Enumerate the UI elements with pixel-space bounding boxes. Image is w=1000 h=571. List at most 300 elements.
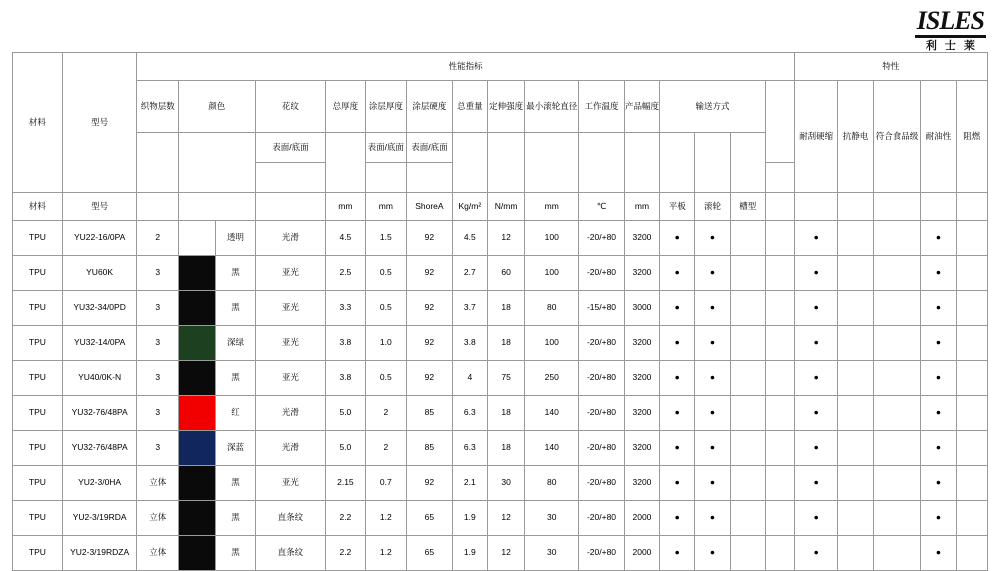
cell-coating-hardness: 85 [407, 431, 453, 466]
color-swatch [178, 256, 215, 291]
subheader-width-blank [624, 133, 659, 193]
cell-antistatic [838, 221, 873, 256]
subheader-trough-blank [730, 133, 765, 193]
cell-spacer [765, 431, 794, 466]
cell-work-temp: -20/+80 [579, 431, 625, 466]
cell-pattern: 亚光 [255, 361, 326, 396]
cell-width: 3200 [624, 466, 659, 501]
cell-oil: ● [921, 431, 956, 466]
color-swatch [178, 221, 215, 256]
header-oil-resist: 耐油性 [921, 81, 956, 193]
color-swatch [178, 501, 215, 536]
header-food-grade: 符合食品级 [873, 81, 921, 193]
cell-total-thickness: 3.3 [326, 291, 365, 326]
table-row [13, 361, 988, 396]
unit-antistatic [838, 193, 873, 221]
header-total-thickness: 总厚度 [326, 81, 365, 133]
cell-antistatic [838, 326, 873, 361]
color-swatch [178, 466, 215, 501]
header-transport: 输送方式 [660, 81, 766, 133]
cell-flame [956, 431, 987, 466]
cell-abrasion: ● [794, 256, 838, 291]
cell-model: YU2-3/19RDZA [62, 536, 137, 571]
cell-min-pulley: 140 [525, 396, 579, 431]
cell-flat: ● [660, 501, 695, 536]
cell-spacer [765, 256, 794, 291]
cell-oil: ● [921, 256, 956, 291]
cell-layers: 3 [137, 326, 178, 361]
cell-model: YU32-76/48PA [62, 431, 137, 466]
cell-model: YU22-16/0PA [62, 221, 137, 256]
cell-antistatic [838, 501, 873, 536]
header-coating-thickness: 涂层厚度 [365, 81, 406, 133]
cell-pattern: 亚光 [255, 256, 326, 291]
unit-material: 材料 [13, 193, 63, 221]
cell-trough [730, 221, 765, 256]
cell-antistatic [838, 431, 873, 466]
cell-roller: ● [695, 221, 730, 256]
subheader-extra-blank [765, 163, 794, 193]
header-layers: 织物层数 [137, 81, 178, 133]
cell-material: TPU [13, 291, 63, 326]
cell-total-thickness: 2.2 [326, 501, 365, 536]
cell-spacer [765, 326, 794, 361]
cell-oil: ● [921, 361, 956, 396]
header-pattern: 花纹 [255, 81, 326, 133]
header-width: 产品幅度 [624, 81, 659, 133]
cell-work-temp: -20/+80 [579, 536, 625, 571]
cell-material: TPU [13, 256, 63, 291]
cell-flame [956, 221, 987, 256]
cell-min-pulley: 30 [525, 501, 579, 536]
cell-layers: 立体 [137, 536, 178, 571]
cell-food [873, 396, 921, 431]
cell-layers: 3 [137, 361, 178, 396]
cell-flat: ● [660, 361, 695, 396]
color-swatch [178, 536, 215, 571]
cell-roller: ● [695, 466, 730, 501]
cell-color-name: 透明 [216, 221, 255, 256]
cell-weight: 2.1 [452, 466, 487, 501]
table-row [13, 221, 988, 256]
cell-trough [730, 431, 765, 466]
cell-food [873, 221, 921, 256]
table-group-header-row [13, 53, 988, 81]
header-antistatic: 抗静电 [838, 81, 873, 193]
cell-oil: ● [921, 466, 956, 501]
cell-min-pulley: 80 [525, 291, 579, 326]
cell-food [873, 326, 921, 361]
cell-width: 3200 [624, 431, 659, 466]
cell-tensile: 18 [487, 291, 524, 326]
unit-width: mm [624, 193, 659, 221]
cell-abrasion: ● [794, 501, 838, 536]
cell-coating-thickness: 2 [365, 431, 406, 466]
cell-tensile: 12 [487, 501, 524, 536]
cell-tensile: 30 [487, 466, 524, 501]
unit-tensile: N/mm [487, 193, 524, 221]
unit-layers [137, 193, 178, 221]
table-row [13, 466, 988, 501]
cell-material: TPU [13, 326, 63, 361]
table-row [13, 431, 988, 466]
cell-total-thickness: 2.5 [326, 256, 365, 291]
cell-weight: 6.3 [452, 431, 487, 466]
color-swatch [178, 326, 215, 361]
unit-model: 型号 [62, 193, 137, 221]
subheader-coating-hardness: 表面/底面 [407, 133, 453, 163]
cell-layers: 3 [137, 396, 178, 431]
cell-roller: ● [695, 536, 730, 571]
cell-food [873, 256, 921, 291]
unit-oil [921, 193, 956, 221]
cell-flat: ● [660, 466, 695, 501]
unit-spacer [765, 193, 794, 221]
cell-spacer [765, 536, 794, 571]
cell-antistatic [838, 536, 873, 571]
cell-total-thickness: 5.0 [326, 396, 365, 431]
unit-trough: 槽型 [730, 193, 765, 221]
company-logo [915, 8, 986, 52]
table-row [13, 396, 988, 431]
header-abrasion: 耐刮硬缩 [794, 81, 838, 193]
header-material: 材料 [13, 53, 63, 193]
cell-min-pulley: 100 [525, 326, 579, 361]
cell-abrasion: ● [794, 326, 838, 361]
cell-antistatic [838, 361, 873, 396]
cell-spacer [765, 291, 794, 326]
cell-pattern: 直条纹 [255, 501, 326, 536]
cell-width: 3200 [624, 361, 659, 396]
cell-food [873, 291, 921, 326]
cell-coating-hardness: 92 [407, 326, 453, 361]
cell-tensile: 18 [487, 326, 524, 361]
cell-color-name: 黑 [216, 361, 255, 396]
cell-min-pulley: 30 [525, 536, 579, 571]
cell-flame [956, 361, 987, 396]
unit-pattern [255, 193, 326, 221]
cell-flat: ● [660, 326, 695, 361]
cell-coating-hardness: 85 [407, 396, 453, 431]
cell-abrasion: ● [794, 536, 838, 571]
table-row [13, 326, 988, 361]
cell-abrasion: ● [794, 431, 838, 466]
cell-flame [956, 326, 987, 361]
cell-abrasion: ● [794, 466, 838, 501]
cell-coating-hardness: 65 [407, 536, 453, 571]
cell-pattern: 亚光 [255, 291, 326, 326]
color-swatch [178, 291, 215, 326]
cell-weight: 3.8 [452, 326, 487, 361]
cell-tensile: 12 [487, 221, 524, 256]
cell-model: YU2-3/19RDA [62, 501, 137, 536]
cell-tensile: 18 [487, 396, 524, 431]
subheader-flat-blank [660, 133, 695, 193]
cell-flat: ● [660, 256, 695, 291]
header-performance-group: 性能指标 [137, 53, 794, 81]
cell-flame [956, 256, 987, 291]
cell-trough [730, 396, 765, 431]
table-unit-row [13, 193, 988, 221]
cell-width: 3200 [624, 326, 659, 361]
cell-pattern: 光滑 [255, 221, 326, 256]
header-flame-retard: 阻燃 [956, 81, 987, 193]
cell-abrasion: ● [794, 361, 838, 396]
cell-oil: ● [921, 396, 956, 431]
cell-total-thickness: 2.15 [326, 466, 365, 501]
unit-weight: Kg/m² [452, 193, 487, 221]
cell-coating-thickness: 0.5 [365, 256, 406, 291]
unit-flat: 平板 [660, 193, 695, 221]
cell-coating-thickness: 1.5 [365, 221, 406, 256]
cell-flat: ● [660, 291, 695, 326]
cell-flat: ● [660, 536, 695, 571]
cell-tensile: 75 [487, 361, 524, 396]
cell-trough [730, 536, 765, 571]
cell-flame [956, 396, 987, 431]
subheader-color-blank [178, 133, 255, 193]
cell-coating-thickness: 1.0 [365, 326, 406, 361]
cell-width: 3200 [624, 221, 659, 256]
cell-min-pulley: 140 [525, 431, 579, 466]
cell-food [873, 501, 921, 536]
cell-food [873, 536, 921, 571]
cell-weight: 1.9 [452, 536, 487, 571]
subheader-coating-thickness: 表面/底面 [365, 133, 406, 163]
cell-model: YU2-3/0HA [62, 466, 137, 501]
cell-coating-thickness: 0.5 [365, 291, 406, 326]
cell-oil: ● [921, 326, 956, 361]
cell-color-name: 深绿 [216, 326, 255, 361]
cell-work-temp: -20/+80 [579, 326, 625, 361]
cell-layers: 3 [137, 431, 178, 466]
cell-width: 3000 [624, 291, 659, 326]
cell-work-temp: -15/+80 [579, 291, 625, 326]
subheader-pattern: 表面/底面 [255, 133, 326, 163]
cell-min-pulley: 250 [525, 361, 579, 396]
cell-roller: ● [695, 361, 730, 396]
cell-pattern: 直条纹 [255, 536, 326, 571]
cell-min-pulley: 80 [525, 466, 579, 501]
unit-coating-thickness: mm [365, 193, 406, 221]
cell-model: YU40/0K-N [62, 361, 137, 396]
cell-width: 2000 [624, 536, 659, 571]
cell-weight: 2.7 [452, 256, 487, 291]
cell-work-temp: -20/+80 [579, 221, 625, 256]
subheader-work-temp-blank [579, 133, 625, 193]
cell-flat: ● [660, 431, 695, 466]
cell-trough [730, 361, 765, 396]
cell-model: YU60K [62, 256, 137, 291]
subheader-roller-blank [695, 133, 730, 193]
cell-oil: ● [921, 221, 956, 256]
color-swatch [178, 361, 215, 396]
subheader-total-thickness-blank [326, 133, 365, 193]
cell-min-pulley: 100 [525, 221, 579, 256]
cell-coating-hardness: 65 [407, 501, 453, 536]
cell-material: TPU [13, 221, 63, 256]
cell-oil: ● [921, 536, 956, 571]
table-row [13, 536, 988, 571]
cell-coating-hardness: 92 [407, 466, 453, 501]
cell-trough [730, 256, 765, 291]
cell-coating-hardness: 92 [407, 256, 453, 291]
cell-tensile: 12 [487, 536, 524, 571]
cell-tensile: 60 [487, 256, 524, 291]
cell-spacer [765, 466, 794, 501]
cell-material: TPU [13, 361, 63, 396]
cell-color-name: 黑 [216, 501, 255, 536]
cell-abrasion: ● [794, 291, 838, 326]
cell-abrasion: ● [794, 221, 838, 256]
table-row [13, 501, 988, 536]
cell-antistatic [838, 466, 873, 501]
cell-layers: 立体 [137, 501, 178, 536]
cell-coating-thickness: 1.2 [365, 501, 406, 536]
unit-food [873, 193, 921, 221]
table-row [13, 291, 988, 326]
cell-food [873, 431, 921, 466]
cell-oil: ● [921, 291, 956, 326]
cell-layers: 立体 [137, 466, 178, 501]
cell-total-thickness: 4.5 [326, 221, 365, 256]
cell-weight: 3.7 [452, 291, 487, 326]
cell-weight: 4.5 [452, 221, 487, 256]
cell-total-thickness: 2.2 [326, 536, 365, 571]
unit-work-temp: ℃ [579, 193, 625, 221]
cell-antistatic [838, 291, 873, 326]
cell-coating-thickness: 2 [365, 396, 406, 431]
cell-min-pulley: 100 [525, 256, 579, 291]
unit-color [178, 193, 255, 221]
cell-model: YU32-34/0PD [62, 291, 137, 326]
cell-work-temp: -20/+80 [579, 466, 625, 501]
cell-roller: ● [695, 501, 730, 536]
cell-antistatic [838, 256, 873, 291]
cell-roller: ● [695, 396, 730, 431]
subheader-tensile-blank [487, 133, 524, 193]
cell-flame [956, 466, 987, 501]
cell-coating-hardness: 92 [407, 221, 453, 256]
cell-spacer [765, 361, 794, 396]
cell-roller: ● [695, 256, 730, 291]
header-model: 型号 [62, 53, 137, 193]
cell-flame [956, 501, 987, 536]
cell-coating-thickness: 0.5 [365, 361, 406, 396]
cell-total-thickness: 3.8 [326, 361, 365, 396]
unit-total-thickness: mm [326, 193, 365, 221]
cell-food [873, 361, 921, 396]
cell-color-name: 深蓝 [216, 431, 255, 466]
cell-flame [956, 291, 987, 326]
subheader-layers-blank [137, 133, 178, 193]
header-min-pulley: 最小滚轮直径 [525, 81, 579, 133]
cell-width: 2000 [624, 501, 659, 536]
cell-model: YU32-14/0PA [62, 326, 137, 361]
cell-layers: 3 [137, 291, 178, 326]
cell-food [873, 466, 921, 501]
unit-flame [956, 193, 987, 221]
cell-pattern: 光滑 [255, 396, 326, 431]
cell-antistatic [838, 396, 873, 431]
cell-color-name: 红 [216, 396, 255, 431]
cell-layers: 3 [137, 256, 178, 291]
cell-total-thickness: 3.8 [326, 326, 365, 361]
cell-trough [730, 501, 765, 536]
subheader-min-pulley-blank [525, 133, 579, 193]
cell-weight: 1.9 [452, 501, 487, 536]
cell-material: TPU [13, 396, 63, 431]
cell-weight: 4 [452, 361, 487, 396]
cell-color-name: 黑 [216, 536, 255, 571]
subheader-weight-blank [452, 133, 487, 193]
cell-flat: ● [660, 396, 695, 431]
cell-material: TPU [13, 536, 63, 571]
header-tensile: 定伸强度 [487, 81, 524, 133]
unit-coating-hardness: ShoreA [407, 193, 453, 221]
header-weight: 总重量 [452, 81, 487, 133]
cell-trough [730, 291, 765, 326]
cell-model: YU32-76/48PA [62, 396, 137, 431]
cell-material: TPU [13, 466, 63, 501]
cell-coating-hardness: 92 [407, 291, 453, 326]
cell-pattern: 光滑 [255, 431, 326, 466]
cell-trough [730, 466, 765, 501]
header-color: 颜色 [178, 81, 255, 133]
cell-width: 3200 [624, 396, 659, 431]
cell-layers: 2 [137, 221, 178, 256]
cell-spacer [765, 221, 794, 256]
cell-pattern: 亚光 [255, 326, 326, 361]
cell-spacer [765, 501, 794, 536]
cell-roller: ● [695, 291, 730, 326]
cell-material: TPU [13, 501, 63, 536]
header-coating-hardness: 涂层硬度 [407, 81, 453, 133]
unit-roller: 滚轮 [695, 193, 730, 221]
logo-wordmark: ISLES [915, 8, 986, 38]
cell-work-temp: -20/+80 [579, 361, 625, 396]
cell-roller: ● [695, 431, 730, 466]
cell-color-name: 黑 [216, 466, 255, 501]
cell-work-temp: -20/+80 [579, 501, 625, 536]
cell-trough [730, 326, 765, 361]
cell-oil: ● [921, 501, 956, 536]
table-body [13, 221, 988, 571]
subheader-pattern-blank [255, 163, 326, 193]
header-work-temp: 工作温度 [579, 81, 625, 133]
table-row [13, 256, 988, 291]
cell-color-name: 黑 [216, 291, 255, 326]
cell-flat: ● [660, 221, 695, 256]
subheader-coating-thickness-blank2 [365, 163, 406, 193]
cell-coating-hardness: 92 [407, 361, 453, 396]
color-swatch [178, 431, 215, 466]
product-spec-table [12, 52, 988, 571]
cell-pattern: 亚光 [255, 466, 326, 501]
cell-abrasion: ● [794, 396, 838, 431]
table-column-name-row [13, 81, 988, 133]
cell-material: TPU [13, 431, 63, 466]
cell-color-name: 黑 [216, 256, 255, 291]
unit-abrasion [794, 193, 838, 221]
subheader-coating-hardness-blank2 [407, 163, 453, 193]
cell-work-temp: -20/+80 [579, 256, 625, 291]
color-swatch [178, 396, 215, 431]
header-spacer [765, 81, 794, 163]
cell-total-thickness: 5.0 [326, 431, 365, 466]
cell-coating-thickness: 1.2 [365, 536, 406, 571]
header-features-group: 特性 [794, 53, 987, 81]
